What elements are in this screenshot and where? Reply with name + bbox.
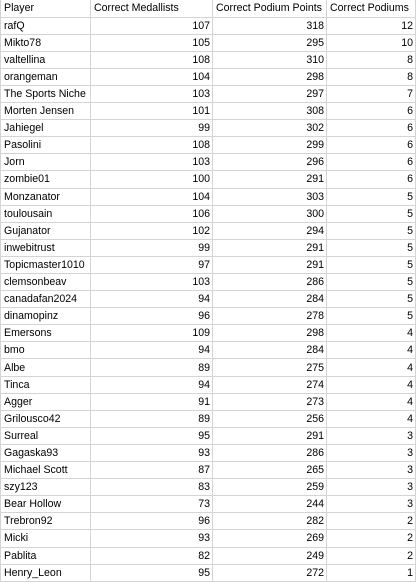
table-row bbox=[1, 462, 416, 479]
header-correct-medallists[interactable]: Correct Medallists bbox=[91, 0, 213, 17]
player-cell[interactable]: Grilousco42 bbox=[1, 410, 91, 427]
medallists-cell[interactable]: 106 bbox=[91, 205, 213, 222]
player-cell[interactable]: Mikto78 bbox=[1, 34, 91, 51]
player-cell[interactable]: Trebron92 bbox=[1, 513, 91, 530]
podiums-cell[interactable]: 6 bbox=[327, 120, 416, 137]
player-cell[interactable]: Micki bbox=[1, 530, 91, 547]
player-cell[interactable]: Surreal bbox=[1, 427, 91, 444]
player-cell[interactable]: Bear Hollow bbox=[1, 496, 91, 513]
podiums-cell[interactable]: 7 bbox=[327, 85, 416, 102]
podium-points-cell[interactable]: 275 bbox=[213, 359, 327, 376]
player-cell[interactable]: Pasolini bbox=[1, 137, 91, 154]
table-row bbox=[1, 188, 416, 205]
podium-points-cell[interactable]: 273 bbox=[213, 393, 327, 410]
medallists-cell[interactable]: 103 bbox=[91, 85, 213, 102]
table-row bbox=[1, 547, 416, 564]
podium-points-cell[interactable]: 291 bbox=[213, 256, 327, 273]
podiums-cell[interactable]: 6 bbox=[327, 137, 416, 154]
podiums-cell[interactable]: 4 bbox=[327, 325, 416, 342]
player-cell[interactable]: Henry_Leon bbox=[1, 564, 91, 581]
player-cell[interactable]: zombie01 bbox=[1, 171, 91, 188]
podium-points-cell[interactable]: 291 bbox=[213, 171, 327, 188]
player-cell[interactable]: Jahiegel bbox=[1, 120, 91, 137]
table-row bbox=[1, 103, 416, 120]
medallists-cell[interactable]: 105 bbox=[91, 34, 213, 51]
table-row bbox=[1, 120, 416, 137]
podiums-cell[interactable]: 4 bbox=[327, 359, 416, 376]
podium-points-cell[interactable]: 274 bbox=[213, 376, 327, 393]
medallists-cell[interactable]: 83 bbox=[91, 479, 213, 496]
medallists-cell[interactable]: 94 bbox=[91, 291, 213, 308]
podiums-cell[interactable]: 3 bbox=[327, 444, 416, 461]
podiums-cell[interactable]: 8 bbox=[327, 51, 416, 68]
podiums-cell[interactable]: 5 bbox=[327, 239, 416, 256]
player-cell[interactable]: Emersons bbox=[1, 325, 91, 342]
header-correct-podiums[interactable]: Correct Podiums bbox=[327, 0, 416, 17]
table-row bbox=[1, 68, 416, 85]
podiums-cell[interactable]: 3 bbox=[327, 479, 416, 496]
medallists-cell[interactable]: 101 bbox=[91, 103, 213, 120]
player-cell[interactable]: rafQ bbox=[1, 17, 91, 34]
medallists-cell[interactable]: 99 bbox=[91, 120, 213, 137]
table-row bbox=[1, 291, 416, 308]
player-cell[interactable]: Gagaska93 bbox=[1, 444, 91, 461]
player-cell[interactable]: bmo bbox=[1, 342, 91, 359]
table-row bbox=[1, 205, 416, 222]
table-row bbox=[1, 342, 416, 359]
table-row bbox=[1, 325, 416, 342]
podium-points-cell[interactable]: 259 bbox=[213, 479, 327, 496]
podium-points-cell[interactable]: 286 bbox=[213, 444, 327, 461]
medallists-cell[interactable]: 104 bbox=[91, 68, 213, 85]
medallists-cell[interactable]: 102 bbox=[91, 222, 213, 239]
podium-points-cell[interactable]: 284 bbox=[213, 291, 327, 308]
podium-points-cell[interactable]: 303 bbox=[213, 188, 327, 205]
podiums-cell[interactable]: 4 bbox=[327, 342, 416, 359]
medallists-cell[interactable]: 73 bbox=[91, 496, 213, 513]
table-row bbox=[1, 85, 416, 102]
player-cell[interactable]: orangeman bbox=[1, 68, 91, 85]
header-player[interactable]: Player bbox=[1, 0, 91, 17]
medallists-cell[interactable]: 108 bbox=[91, 137, 213, 154]
player-cell[interactable]: dinamopinz bbox=[1, 308, 91, 325]
table-row bbox=[1, 171, 416, 188]
podium-points-cell[interactable]: 256 bbox=[213, 410, 327, 427]
podiums-cell[interactable]: 6 bbox=[327, 154, 416, 171]
podiums-cell[interactable]: 5 bbox=[327, 188, 416, 205]
podiums-cell[interactable]: 8 bbox=[327, 68, 416, 85]
table-row bbox=[1, 51, 416, 68]
player-cell[interactable]: szy123 bbox=[1, 479, 91, 496]
podium-points-cell[interactable]: 269 bbox=[213, 530, 327, 547]
medallists-cell[interactable]: 107 bbox=[91, 17, 213, 34]
medallists-cell[interactable]: 97 bbox=[91, 256, 213, 273]
podium-points-cell[interactable]: 249 bbox=[213, 547, 327, 564]
medallists-cell[interactable]: 103 bbox=[91, 154, 213, 171]
podium-points-cell[interactable]: 291 bbox=[213, 427, 327, 444]
podiums-cell[interactable]: 6 bbox=[327, 171, 416, 188]
table-row bbox=[1, 239, 416, 256]
table-row bbox=[1, 427, 416, 444]
podium-points-cell[interactable]: 282 bbox=[213, 513, 327, 530]
podium-points-cell[interactable]: 278 bbox=[213, 308, 327, 325]
podium-points-cell[interactable]: 295 bbox=[213, 34, 327, 51]
table-row bbox=[1, 496, 416, 513]
podium-points-cell[interactable]: 298 bbox=[213, 68, 327, 85]
medallists-cell[interactable]: 94 bbox=[91, 376, 213, 393]
player-cell[interactable]: The Sports Niche bbox=[1, 85, 91, 102]
podiums-cell[interactable]: 3 bbox=[327, 496, 416, 513]
podium-points-cell[interactable]: 310 bbox=[213, 51, 327, 68]
medallists-cell[interactable]: 100 bbox=[91, 171, 213, 188]
table-row bbox=[1, 479, 416, 496]
player-cell[interactable]: Topicmaster1010 bbox=[1, 256, 91, 273]
podium-points-cell[interactable]: 296 bbox=[213, 154, 327, 171]
player-cell[interactable]: Morten Jensen bbox=[1, 103, 91, 120]
medallists-cell[interactable]: 89 bbox=[91, 359, 213, 376]
table-row bbox=[1, 17, 416, 34]
podiums-cell[interactable]: 1 bbox=[327, 564, 416, 581]
podiums-cell[interactable]: 5 bbox=[327, 291, 416, 308]
podium-points-cell[interactable]: 244 bbox=[213, 496, 327, 513]
medallists-cell[interactable]: 95 bbox=[91, 564, 213, 581]
table-row bbox=[1, 564, 416, 581]
medallists-cell[interactable]: 95 bbox=[91, 427, 213, 444]
medallists-cell[interactable]: 89 bbox=[91, 410, 213, 427]
medallists-cell[interactable]: 93 bbox=[91, 530, 213, 547]
player-cell[interactable]: Jorn bbox=[1, 154, 91, 171]
podiums-cell[interactable]: 5 bbox=[327, 205, 416, 222]
table-row bbox=[1, 410, 416, 427]
podiums-cell[interactable]: 5 bbox=[327, 274, 416, 291]
header-row bbox=[1, 0, 416, 17]
podiums-cell[interactable]: 2 bbox=[327, 513, 416, 530]
table-row bbox=[1, 34, 416, 51]
player-cell[interactable]: canadafan2024 bbox=[1, 291, 91, 308]
player-cell[interactable]: Monzanator bbox=[1, 188, 91, 205]
podiums-cell[interactable]: 2 bbox=[327, 547, 416, 564]
podium-points-cell[interactable]: 272 bbox=[213, 564, 327, 581]
medallists-cell[interactable]: 93 bbox=[91, 444, 213, 461]
medallists-cell[interactable]: 99 bbox=[91, 239, 213, 256]
podium-points-cell[interactable]: 308 bbox=[213, 103, 327, 120]
podium-points-cell[interactable]: 300 bbox=[213, 205, 327, 222]
podium-points-cell[interactable]: 284 bbox=[213, 342, 327, 359]
table-row bbox=[1, 393, 416, 410]
player-cell[interactable]: Agger bbox=[1, 393, 91, 410]
player-cell[interactable]: Tinca bbox=[1, 376, 91, 393]
podiums-cell[interactable]: 3 bbox=[327, 462, 416, 479]
table-row bbox=[1, 137, 416, 154]
podium-points-cell[interactable]: 299 bbox=[213, 137, 327, 154]
podiums-cell[interactable]: 4 bbox=[327, 376, 416, 393]
player-cell[interactable]: Michael Scott bbox=[1, 462, 91, 479]
player-cell[interactable]: clemsonbeav bbox=[1, 274, 91, 291]
podium-points-cell[interactable]: 302 bbox=[213, 120, 327, 137]
medallists-cell[interactable]: 96 bbox=[91, 308, 213, 325]
player-cell[interactable]: valtellina bbox=[1, 51, 91, 68]
player-cell[interactable]: Gujanator bbox=[1, 222, 91, 239]
player-cell[interactable]: Pablita bbox=[1, 547, 91, 564]
podium-points-cell[interactable]: 265 bbox=[213, 462, 327, 479]
podium-points-cell[interactable]: 286 bbox=[213, 274, 327, 291]
table-row bbox=[1, 154, 416, 171]
table-row bbox=[1, 530, 416, 547]
medallists-cell[interactable]: 91 bbox=[91, 393, 213, 410]
table-row bbox=[1, 274, 416, 291]
medallists-cell[interactable]: 108 bbox=[91, 51, 213, 68]
podium-points-cell[interactable]: 294 bbox=[213, 222, 327, 239]
podiums-cell[interactable]: 12 bbox=[327, 17, 416, 34]
podiums-cell[interactable]: 5 bbox=[327, 308, 416, 325]
podiums-cell[interactable]: 6 bbox=[327, 103, 416, 120]
podiums-cell[interactable]: 5 bbox=[327, 222, 416, 239]
player-cell[interactable]: Albe bbox=[1, 359, 91, 376]
podiums-cell[interactable]: 4 bbox=[327, 393, 416, 410]
podium-points-cell[interactable]: 291 bbox=[213, 239, 327, 256]
player-cell[interactable]: toulousain bbox=[1, 205, 91, 222]
medallists-cell[interactable]: 109 bbox=[91, 325, 213, 342]
podiums-cell[interactable]: 5 bbox=[327, 256, 416, 273]
table-row bbox=[1, 513, 416, 530]
podiums-cell[interactable]: 3 bbox=[327, 427, 416, 444]
medallists-cell[interactable]: 82 bbox=[91, 547, 213, 564]
podiums-cell[interactable]: 10 bbox=[327, 34, 416, 51]
table-row bbox=[1, 444, 416, 461]
table-row bbox=[1, 256, 416, 273]
medallists-cell[interactable]: 94 bbox=[91, 342, 213, 359]
table-row bbox=[1, 359, 416, 376]
medallists-cell[interactable]: 87 bbox=[91, 462, 213, 479]
medallists-cell[interactable]: 104 bbox=[91, 188, 213, 205]
podiums-cell[interactable]: 4 bbox=[327, 410, 416, 427]
podiums-cell[interactable]: 2 bbox=[327, 530, 416, 547]
table-row bbox=[1, 308, 416, 325]
header-correct-podium-points[interactable]: Correct Podium Points bbox=[213, 0, 327, 17]
medallists-cell[interactable]: 103 bbox=[91, 274, 213, 291]
player-cell[interactable]: inwebitrust bbox=[1, 239, 91, 256]
podium-points-cell[interactable]: 318 bbox=[213, 17, 327, 34]
podium-points-cell[interactable]: 297 bbox=[213, 85, 327, 102]
table-row bbox=[1, 376, 416, 393]
podium-points-cell[interactable]: 298 bbox=[213, 325, 327, 342]
table-row bbox=[1, 222, 416, 239]
medallists-cell[interactable]: 96 bbox=[91, 513, 213, 530]
